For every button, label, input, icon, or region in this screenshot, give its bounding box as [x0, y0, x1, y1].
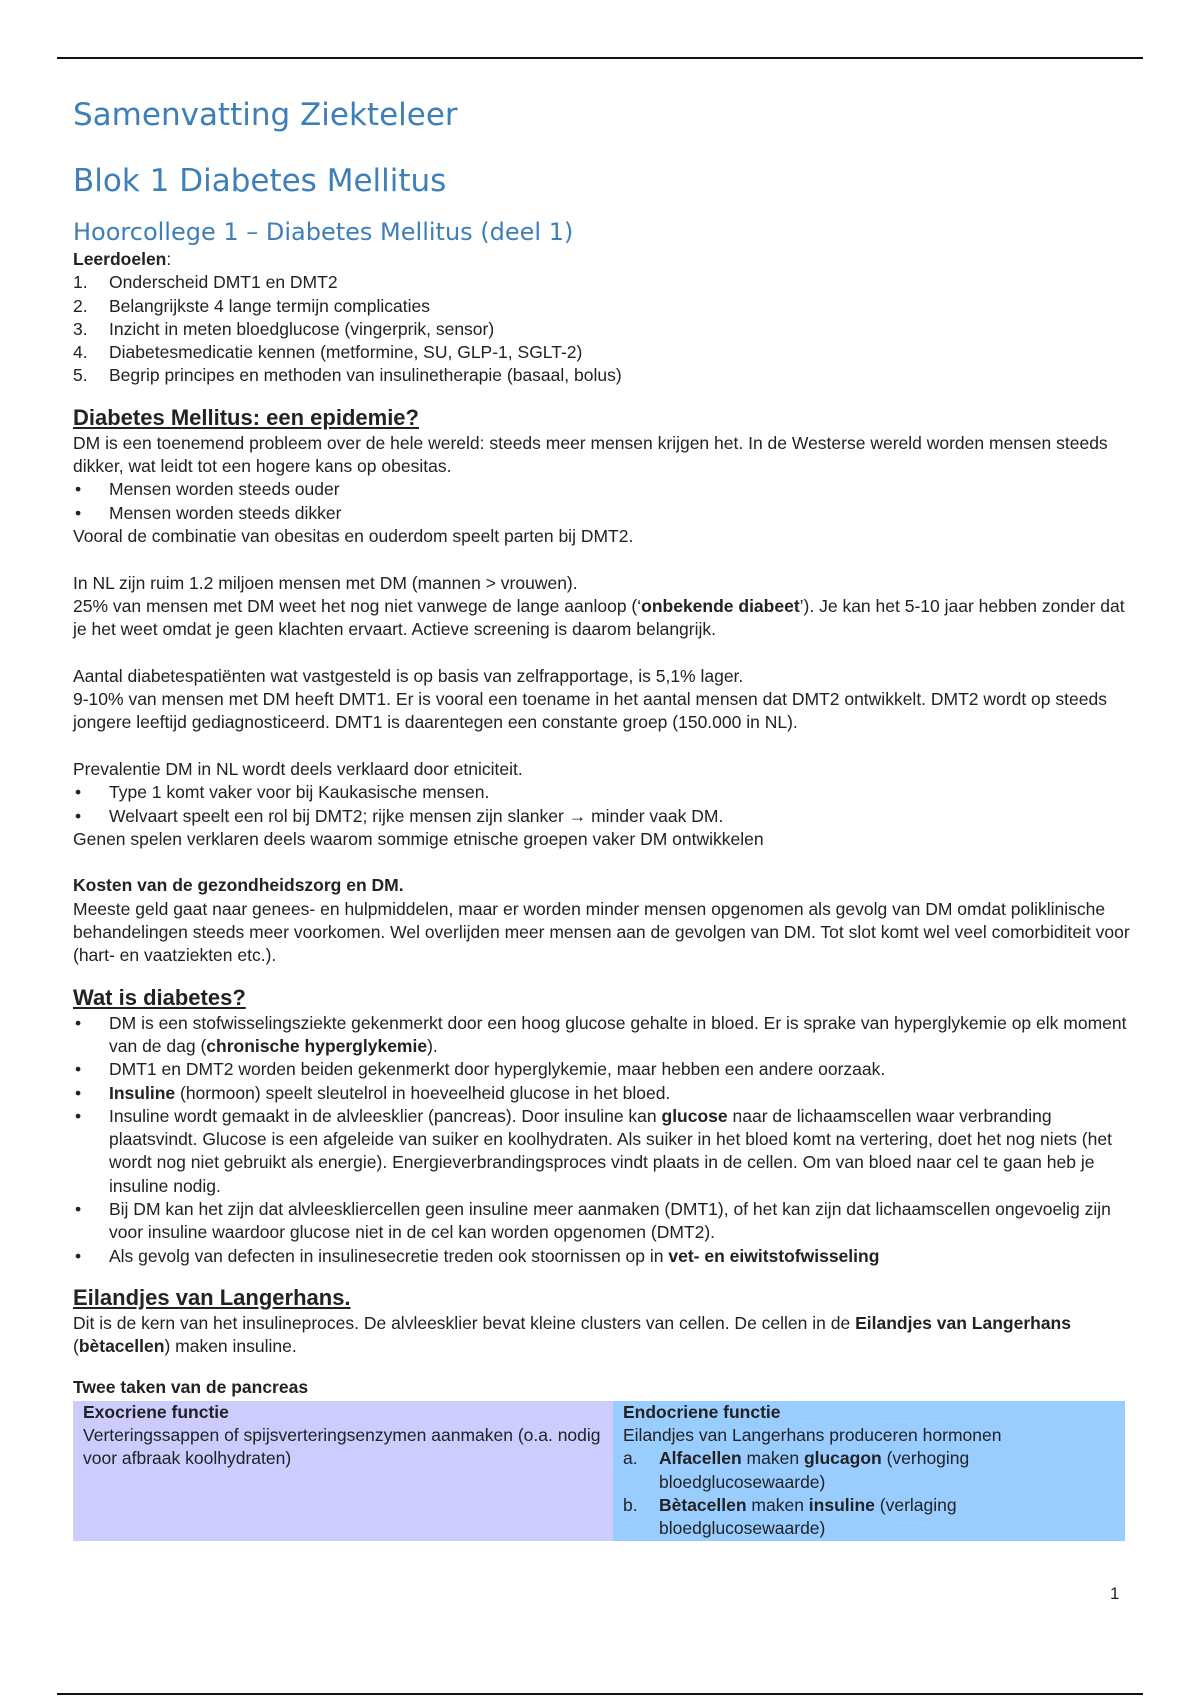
what-is-diabetes-bullets: [73, 1012, 1133, 1268]
endocrine-title: Endocriene functie: [623, 1401, 781, 1422]
epidemic-paragraph: Prevalentie DM in NL wordt deels verklaard door etniciteit.: [73, 758, 523, 779]
endocrine-list: [623, 1447, 1115, 1540]
epidemic-paragraph: Aantal diabetespatiënten wat vastgesteld is op basis van zelfrapportage, is 5,1% lager.: [73, 665, 744, 686]
list-item: 1. Onderscheid DMT1 en DMT2: [73, 272, 338, 293]
costs-heading: Kosten van de gezondheidszorg en DM.: [73, 875, 404, 896]
list-item: • Welvaart speelt een rol bij DMT2; rijke mensen zijn slanker → minder vaak DM.: [73, 805, 1133, 828]
list-item: • Insuline wordt gemaakt in de alvleesklier (pancreas). Door insuline kan glucose naar de lichaamscellen waar verbranding plaatsvindt. Glucose is een afgeleide van suiker en koolhydraten. Als suiker in het bloed komt na vertering, doet het nog niets (het wordt nog niet gebruikt als energie). Energieverbrandingsproces vindt plaats in de cellen. Om van bloed naar cel te gaan heb je insuline nodig.: [75, 1105, 1112, 1196]
list-item: 4. Diabetesmedicatie kennen (metformine, SU, GLP-1, SGLT-2): [73, 342, 583, 363]
page-number: 1: [1110, 1584, 1120, 1603]
pancreas-table: [73, 1401, 1125, 1541]
epidemic-bullets: [73, 478, 1133, 525]
list-item: • Bij DM kan het zijn dat alvleeskliercellen geen insuline meer aanmaken (DMT1), of het kan zijn dat lichaamscellen ongevoelig zijn voor insuline waardoor glucose niet in de cel kan worden opgenomen (DMT2).: [75, 1198, 1111, 1243]
langerhans-paragraph: Dit is de kern van het insulineproces. De alvleesklier bevat kleine clusters van cellen. De cellen in de Eilandjes van Langerhans (bètacellen) maken insuline.: [73, 1312, 1071, 1357]
list-item: • Type 1 komt vaker voor bij Kaukasische mensen.: [73, 781, 1133, 804]
list-item: 3. Inzicht in meten bloedglucose (vingerprik, sensor): [73, 318, 495, 339]
ethnicity-bullets: [73, 781, 1133, 828]
exocrine-text: Verteringssappen of spijsverteringsenzymen aanmaken (o.a. nodig voor afbraak koolhydraten): [83, 1425, 601, 1469]
list-item: • DM is een stofwisselingsziekte gekenmerkt door een hoog glucose gehalte in bloed. Er is sprake van hyperglykemie op elk moment van de dag (chronische hyperglykemie).: [75, 1012, 1127, 1056]
bullet-icon: •: [75, 1082, 82, 1103]
block-title: Blok 1 Diabetes Mellitus: [73, 163, 447, 199]
epidemic-paragraph: DM is een toenemend probleem over de hele wereld: steeds meer mensen krijgen het. In de Westerse wereld worden mensen steeds dikker, wat leidt tot een hogere kans op obesitas.: [73, 432, 1108, 477]
costs-paragraph: Meeste geld gaat naar genees- en hulpmiddelen, maar er worden minder mensen opgenomen als gevolg van DM omdat poliklinische behandelingen steeds meer voorkomen. Wel overlijden meer mensen aan de gevolgen van DM. Tot slot komt wel veel comorbiditeit voor (hart- en vaatziekten etc.).: [73, 898, 1130, 966]
bullet-icon: •: [75, 479, 82, 500]
list-item: • DMT1 en DMT2 worden beiden gekenmerkt door hyperglykemie, maar hebben een andere oorzaak.: [73, 1058, 1133, 1081]
endocrine-text: Eilandjes van Langerhans produceren hormonen: [623, 1425, 1002, 1446]
header-rule: [57, 57, 1143, 59]
bullet-icon: •: [75, 1105, 82, 1126]
bullet-icon: •: [75, 1198, 82, 1219]
epidemic-paragraph: Vooral de combinatie van obesitas en ouderdom speelt parten bij DMT2.: [73, 525, 634, 546]
learning-goals-list: [73, 271, 1133, 387]
learning-goals-label: Leerdoelen:: [73, 249, 172, 269]
list-item: b. Bètacellen maken insuline (verlaging bloedglucosewaarde): [623, 1494, 957, 1539]
list-item: 5. Begrip principes en methoden van insulinetherapie (basaal, bolus): [73, 365, 622, 386]
list-item: a. Alfacellen maken glucagon (verhoging bloedglucosewaarde): [623, 1448, 970, 1492]
table-row: [73, 1401, 1125, 1541]
bullet-icon: •: [75, 1059, 82, 1080]
bullet-icon: •: [75, 502, 82, 523]
epidemic-paragraph: 9-10% van mensen met DM heeft DMT1. Er is vooral een toename in het aantal mensen dat DMT2 ontwikkelt. DMT2 wordt op steeds jongere leeftijd gediagnosticeerd. DMT1 is daarentegen een constante groep (150.000 in NL).: [73, 689, 1107, 733]
bullet-icon: •: [75, 782, 82, 803]
document-page: [73, 94, 1133, 1541]
bullet-icon: •: [75, 1245, 82, 1266]
pancreas-table-heading: Twee taken van de pancreas: [73, 1377, 309, 1398]
list-item: 2. Belangrijkste 4 lange termijn complicaties: [73, 295, 430, 316]
exocrine-cell: [73, 1401, 613, 1541]
list-item: • Mensen worden steeds ouder: [73, 478, 1133, 501]
epidemic-paragraph: In NL zijn ruim 1.2 miljoen mensen met DM (mannen > vrouwen).: [73, 572, 578, 593]
langerhans-heading: Eilandjes van Langerhans.: [73, 1284, 351, 1310]
list-item: • Als gevolg van defecten in insulinesecretie treden ook stoornissen op in vet- en eiwitstofwisseling: [73, 1245, 1133, 1268]
list-item: • Mensen worden steeds dikker: [73, 502, 1133, 525]
endocrine-cell: [613, 1401, 1125, 1541]
list-item: • Insuline (hormoon) speelt sleutelrol in hoeveelheid glucose in het bloed.: [73, 1082, 1133, 1105]
bullet-icon: •: [75, 1012, 82, 1033]
epidemic-paragraph: 25% van mensen met DM weet het nog niet vanwege de lange aanloop (‘onbekende diabeet’). Je kan het 5-10 jaar hebben zonder dat je het weet omdat je geen klachten ervaart. Actieve screening is daarom belangrijk.: [73, 595, 1125, 640]
bullet-icon: •: [75, 805, 82, 826]
footer-rule: [57, 1693, 1143, 1695]
exocrine-title: Exocriene functie: [83, 1401, 229, 1422]
what-is-diabetes-heading: Wat is diabetes?: [73, 984, 246, 1010]
document-title: Samenvatting Ziekteleer: [73, 97, 458, 133]
lecture-title: Hoorcollege 1 – Diabetes Mellitus (deel 1): [73, 218, 574, 246]
epidemic-paragraph: Genen spelen verklaren deels waarom sommige etnische groepen vaker DM ontwikkelen: [73, 828, 764, 849]
epidemic-heading: Diabetes Mellitus: een epidemie?: [73, 404, 419, 430]
